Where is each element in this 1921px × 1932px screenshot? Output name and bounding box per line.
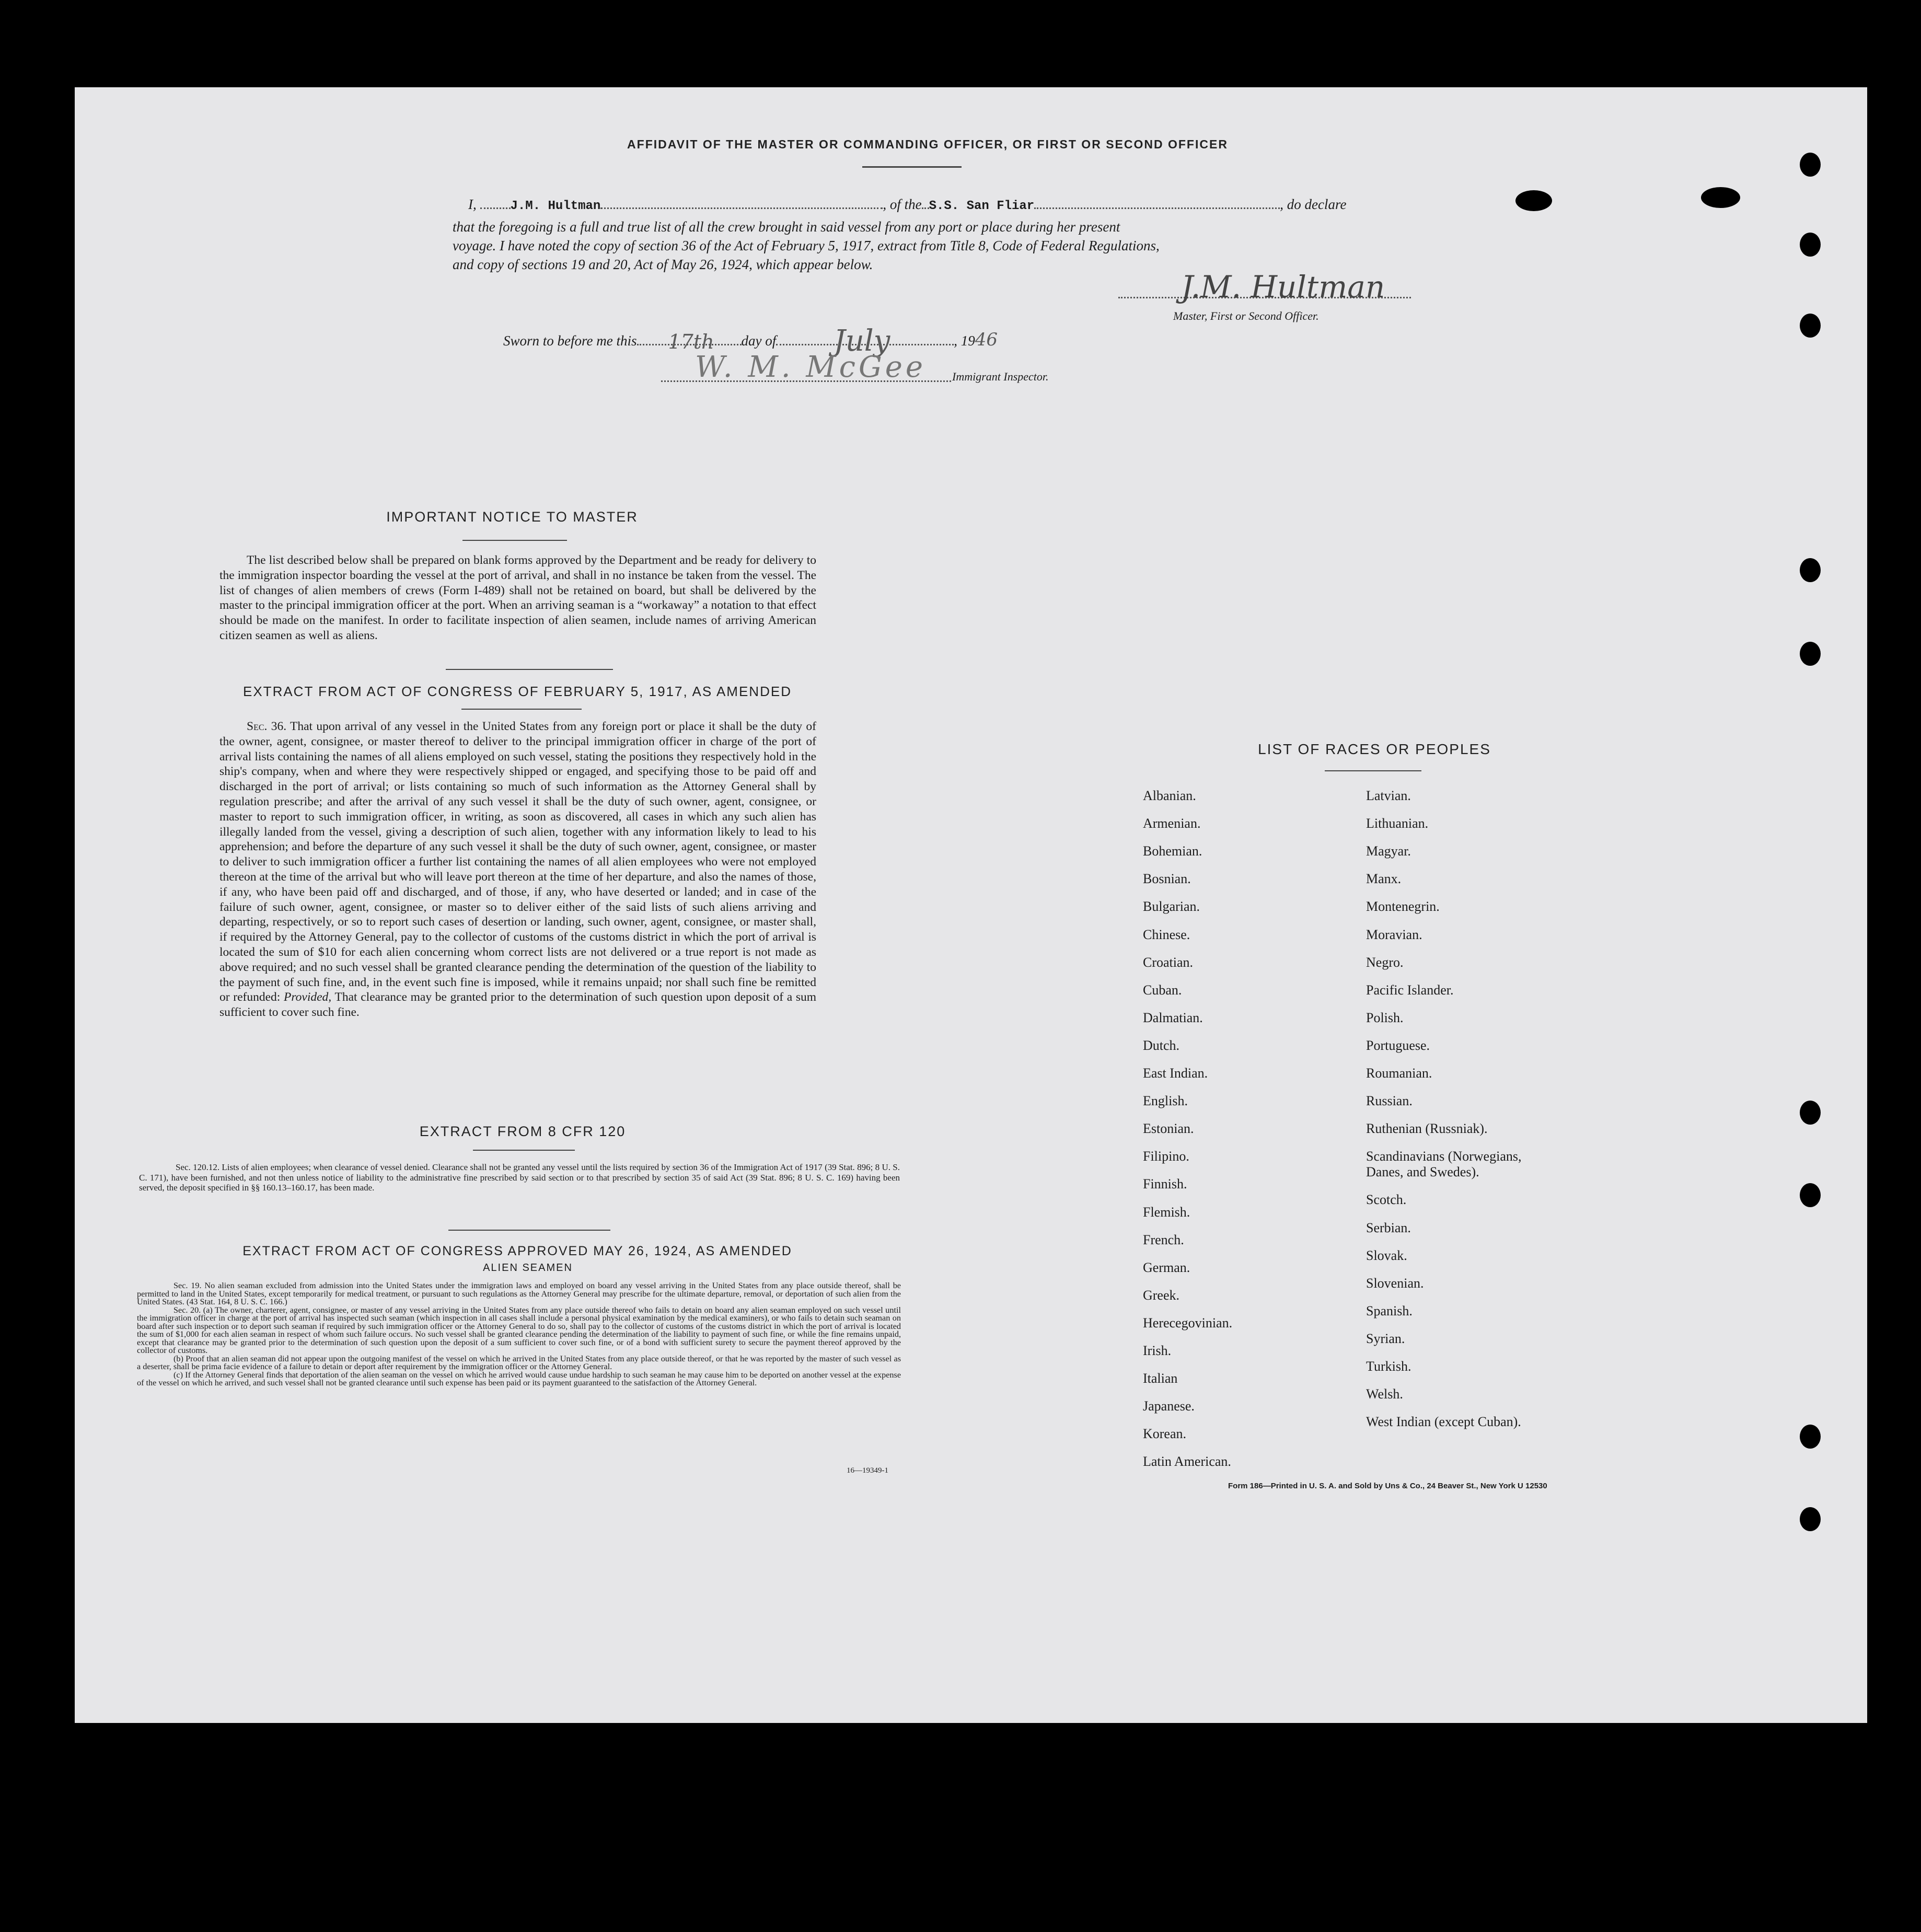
races-title: LIST OF RACES OR PEOPLES xyxy=(1258,741,1491,757)
punch-hole xyxy=(1800,642,1821,666)
race-item: Ruthenian (Russniak). xyxy=(1366,1121,1488,1137)
race-item: Cuban. xyxy=(1143,982,1182,998)
cfr-title: EXTRACT FROM 8 CFR 120 xyxy=(419,1124,626,1139)
sec-19-text: Sec. 19. No alien seaman excluded from admission into the United States under the immigration laws and employed on board any vessel arriving in the United States from any place outside thereof, shall be permitted to land in the United States, except temporarily for medical treatment, or pursuant to such regulations as the Attorney General may prescribe for the ultimate departure, removal, or deportation of such alien from the United States. (43 Stat. 164, 8 U. S. C. 166.) xyxy=(137,1281,901,1306)
race-item: Moravian. xyxy=(1366,927,1422,942)
race-item: Bulgarian. xyxy=(1143,899,1200,915)
extract-1917-text xyxy=(219,719,816,1020)
race-item: Spanish. xyxy=(1366,1303,1413,1318)
punch-hole xyxy=(1800,558,1821,582)
race-item: Scandinavians (Norwegians, Danes, and Swedes). xyxy=(1366,1149,1522,1180)
race-item: German. xyxy=(1143,1259,1190,1275)
race-item: Estonian. xyxy=(1143,1121,1194,1137)
punch-hole xyxy=(1800,1183,1821,1207)
sworn-line xyxy=(503,324,1151,358)
sworn-year: 46 xyxy=(975,329,998,350)
punch-hole xyxy=(1800,153,1821,177)
sec-36-label: Sec. 36. xyxy=(247,720,287,733)
notice-title-rule xyxy=(462,540,567,541)
punch-hole xyxy=(1701,187,1740,208)
affidavit-line-3: and copy of sections 19 and 20, Act of May 26, 1924, which appear below. xyxy=(453,257,873,272)
extract-1917-title: EXTRACT FROM ACT OF CONGRESS OF FEBRUARY 5, 1917, AS AMENDED xyxy=(243,684,792,699)
affidavit-i: I, xyxy=(468,196,477,212)
race-item: Dutch. xyxy=(1143,1037,1180,1053)
race-item: Irish. xyxy=(1143,1343,1172,1358)
notice-text: The list described below shall be prepared on blank forms approved by the Department and be ready for delivery to the immigration inspector boarding the vessel at the port of arrival, and shall in no instance be taken from the vessel. The list of changes of alien members of crews (Form I-489) shall not be retained on board, but shall be delivered by the master to the principal immigration officer at the port. When an arriving seaman is a “workaway” a notation to that effect should be made on the manifest. In order to facilitate inspection of alien seamen, include names of arriving American citizen seamen as well as aliens. xyxy=(219,553,816,642)
race-item: Negro. xyxy=(1366,954,1404,970)
master-signature-label: Master, First or Second Officer. xyxy=(1173,309,1319,322)
race-item: Herecegovinian. xyxy=(1143,1315,1233,1331)
race-item: Scotch. xyxy=(1366,1192,1407,1208)
sworn-day: 17th xyxy=(668,330,714,353)
race-item: Bohemian. xyxy=(1143,843,1202,859)
cfr-title-rule xyxy=(473,1150,575,1151)
race-item: Roumanian. xyxy=(1366,1066,1432,1081)
race-item: Slovak. xyxy=(1366,1247,1407,1263)
race-item: Armenian. xyxy=(1143,816,1201,831)
race-item: Portuguese. xyxy=(1366,1037,1430,1053)
race-item: Flemish. xyxy=(1143,1204,1190,1220)
extract-1917-title-rule xyxy=(461,709,582,710)
race-item: Latin American. xyxy=(1143,1454,1231,1470)
race-item: French. xyxy=(1143,1232,1184,1247)
race-item: Lithuanian. xyxy=(1366,816,1429,831)
alien-seamen-subtitle: ALIEN SEAMEN xyxy=(483,1262,573,1274)
race-item: Chinese. xyxy=(1143,927,1190,942)
affidavit-title-rule xyxy=(862,166,962,168)
extract-1924-text xyxy=(137,1282,901,1387)
notice-end-rule xyxy=(446,669,613,670)
race-item: Finnish. xyxy=(1143,1176,1187,1192)
punch-hole xyxy=(1515,190,1552,211)
sec-20a-text: Sec. 20. (a) The owner, charterer, agent, consignee, or master of any vessel arriving in the United States from any place outside thereof who fails to detain on board any alien seaman employed on such vessel until the immigration officer in charge at the port of arrival has inspected such seaman (which inspection in all cases shall include a personal physical examination by the medical examiners), or who fails to detain such seaman on board after such inspection or to deport such seaman if required by such immigration officer or the Attorney General to do so, shall pay to the collector of customs of the customs district in which the port of arrival is located the sum of $1,000 for each alien seaman in respect of whom such failure occurs. No such vessel shall be granted clearance pending the determination of the liability to payment of such fine, or while the fine remains unpaid, except that clearance may be granted prior to the determination of such question upon the deposit of a sum sufficient to cover such fine, or of a bond with sufficient surety to secure the payment thereof approved by the collector of customs. xyxy=(137,1305,901,1355)
race-item: Polish. xyxy=(1366,1010,1404,1025)
extract-1924-title: EXTRACT FROM ACT OF CONGRESS APPROVED MAY 26, 1924, AS AMENDED xyxy=(242,1244,792,1258)
race-item: Turkish. xyxy=(1366,1359,1411,1374)
race-item: Korean. xyxy=(1143,1426,1187,1442)
affidavit-line-2: voyage. I have noted the copy of section 36 of the Act of February 5, 1917, extract from Title 8, Code of Federal Regulations, xyxy=(453,238,1160,253)
race-item: Bosnian. xyxy=(1143,871,1191,887)
race-item: Albanian. xyxy=(1143,788,1196,803)
race-item: Welsh. xyxy=(1366,1386,1403,1402)
sec-36-text: That upon arrival of any vessel in the United States from any foreign port or place it shall be the duty of the owner, agent, consignee, or master thereof to deliver to the principal immigration officer in charge of the port of arrival lists containing the names of all aliens employed on such vessel, stating the positions they respectively hold in the ship's company, when and where they were respectively shipped or engaged, and specifying those to be paid off and discharged in the port of arrival; or lists containing so much of such information as the Attorney General shall by regulation prescribe; and after the arrival of any such vessel it shall be the duty of such owner, agent, consignee, or master to report to such immigration officer, in writing, as soon as discovered, all cases in which any such alien has illegally landed from the vessel, giving a description of such alien, together with any information likely to lead to his apprehension; and before the departure of any such vessel it shall be the duty of such owner, agent, consignee, or master to deliver to such immigration officer a further list containing the names of all alien employees who were not employed thereon at the time of the arrival but who will leave port thereon at the time of her departure, and also the names of those, if any, who have been paid off and discharged, and of those, if any, who have deserted or landed; and in case of the failure of such owner, agent, consignee, or master so to deliver either of the said lists of such aliens arriving and departing, respectively, or so to report such cases of desertion or landing, such owner, agent, consignee, or master shall, if required by the Attorney General, pay to the collector of customs of the customs district in which the port of arrival is located the sum of $10 for each alien concerning whom correct lists are not delivered or a true report is not made as above required; and no such vessel shall be granted clearance pending the determination of the question of the liability to the payment of such fine, and, in the event such fine is imposed, while it remains unpaid; nor shall such fine be remitted or refunded: xyxy=(219,720,817,1004)
affidavit-of-the: , of the xyxy=(883,196,922,212)
race-item: Greek. xyxy=(1143,1287,1180,1303)
sec-20c-text: (c) If the Attorney General finds that deportation of the alien seaman on the vessel on which he arrived would cause undue hardship to such seaman he may cause him to be deported on another vessel at the expense of the vessel on which he arrived, and such vessel shall not be granted clearance until such expense has been paid or its payment guaranteed to the satisfaction of the Attorney General. xyxy=(137,1370,901,1387)
sworn-label: Sworn to before me this xyxy=(503,333,637,349)
cfr-end-rule xyxy=(448,1230,610,1231)
master-signature: J.M. Hultman xyxy=(1181,269,1385,305)
master-name: J.M. Hultman xyxy=(510,199,601,213)
cfr-text: Sec. 120.12. Lists of alien employees; when clearance of vessel denied. Clearance shall not be granted any vessel until the lists required by section 36 of the Immigration Act of 1917 (39 Stat. 896; 8 U. S. C. 171), have been furnished, and not then unless notice of liability to the administrative fine prescribed by said section or to that prescribed by section 35 of said Act (39 Stat. 896; 8 U. S. C. 169) having been served, the deposit specified in §§ 160.13–160.17, has been made. xyxy=(139,1162,900,1193)
race-item: Pacific Islander. xyxy=(1366,982,1454,998)
race-item: West Indian (except Cuban). xyxy=(1366,1414,1521,1430)
print-code: 16—19349-1 xyxy=(847,1466,888,1475)
affidavit-line-1: that the foregoing is a full and true list of all the crew brought in said vessel from any port or place during her present xyxy=(453,219,1120,235)
punch-hole xyxy=(1800,233,1821,257)
sec-20b-text: (b) Proof that an alien seaman did not appear upon the outgoing manifest of the vessel on which he arrived in the United States from any place outside thereof, or that he was reported by the master of such vessel as a deserter, shall be prima facie evidence of a failure to detain or deport after requirement by the immigration officer or the Attorney General. xyxy=(137,1353,901,1371)
notice-title: IMPORTANT NOTICE TO MASTER xyxy=(386,509,638,525)
sec-36-tail: That clearance may be granted prior to the determination of such question upon deposit of a sum sufficient to cover such fine. xyxy=(219,990,817,1020)
punch-hole xyxy=(1800,314,1821,338)
race-item: Manx. xyxy=(1366,871,1402,887)
inspector-signature: W. M. McGee xyxy=(695,350,927,384)
race-item: Latvian. xyxy=(1366,788,1411,803)
races-title-rule xyxy=(1325,770,1421,771)
punch-hole xyxy=(1800,1507,1821,1531)
race-item: Dalmatian. xyxy=(1143,1010,1203,1025)
race-item: English. xyxy=(1143,1093,1188,1109)
race-item: Italian xyxy=(1143,1371,1178,1386)
affidavit-title: AFFIDAVIT OF THE MASTER OR COMMANDING OFFICER, OR FIRST OR SECOND OFFICER xyxy=(627,137,1228,151)
day-of-label: day of xyxy=(741,333,777,349)
race-item: Serbian. xyxy=(1366,1220,1411,1235)
race-item: Croatian. xyxy=(1143,954,1194,970)
inspector-label: Immigrant Inspector. xyxy=(952,370,1049,383)
punch-hole xyxy=(1800,1425,1821,1449)
punch-hole xyxy=(1800,1101,1821,1125)
race-item: Russian. xyxy=(1366,1093,1413,1109)
affidavit-declaration-line xyxy=(468,196,1440,213)
race-item: East Indian. xyxy=(1143,1066,1208,1081)
race-item: Montenegrin. xyxy=(1366,899,1440,915)
affidavit-do-declare: , do declare xyxy=(1280,196,1347,212)
form-footer: Form 186—Printed in U. S. A. and Sold by Uns & Co., 24 Beaver St., New York U 12530 xyxy=(1228,1482,1547,1490)
year-prefix: , 19 xyxy=(954,333,975,349)
provided-label: Provided, xyxy=(284,990,332,1004)
race-item: Japanese. xyxy=(1143,1398,1195,1414)
ship-name: S.S. San Fliar xyxy=(929,199,1035,213)
race-item: Syrian. xyxy=(1366,1331,1405,1346)
race-item: Slovenian. xyxy=(1366,1275,1424,1291)
race-item: Magyar. xyxy=(1366,843,1411,859)
sworn-month: July xyxy=(834,324,890,358)
race-item: Filipino. xyxy=(1143,1149,1189,1164)
